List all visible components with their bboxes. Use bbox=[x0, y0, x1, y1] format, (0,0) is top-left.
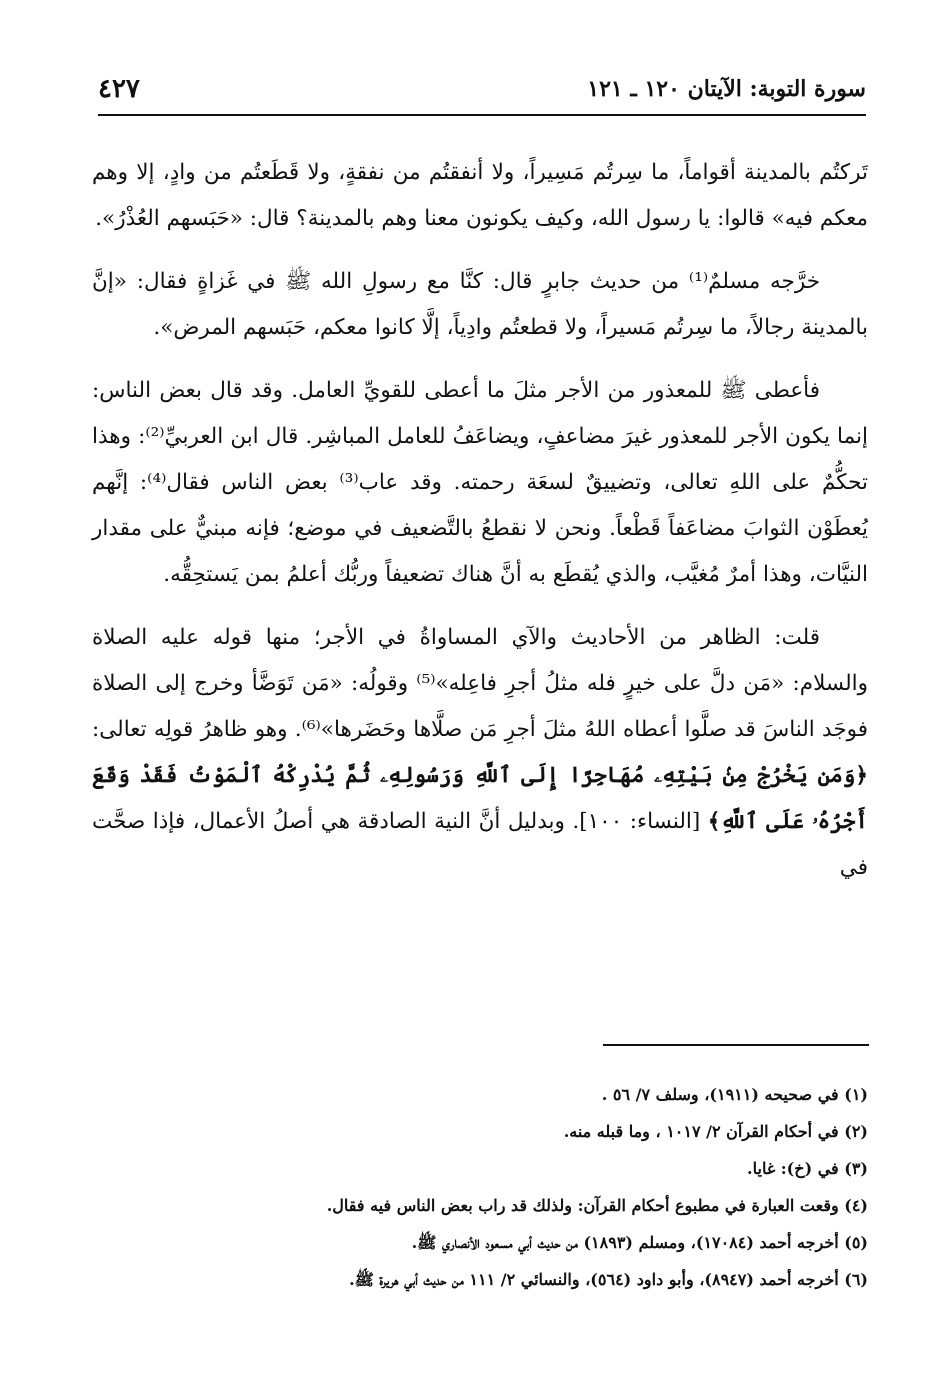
paragraph-1: تَركتُم بالمدينة أقواماً، ما سِرتُم مَسِيراً، ولا أنفقتُم من نفقةٍ، ولا قَطَعتُم من وادٍ، إلا وهم معكم فيه» قالوا: يا رسول الله، وكيف يكونون معنا وهم بالمدينة؟ قال: «حَبَسهم العُذْرُ». bbox=[92, 160, 868, 231]
page-number: ٤٢٧ bbox=[98, 74, 140, 104]
paragraph-4-continuation: [النساء: ١٠٠]. وبدليل أنَّ النية الصادقة هي أصلُ الأعمال، فإذا صحَّت في bbox=[92, 809, 868, 880]
footnote-3: (٣) في (خ): غايا. bbox=[747, 1159, 868, 1178]
footnote-1: (١) في صحيحه (١٩١١)، وسلف ٧/ ٥٦ . bbox=[601, 1085, 868, 1104]
quran-verse: ﴿وَمَن يَخْرُجْ مِنۢ بَيْتِهِۦ مُهَاجِرًا إِلَى ٱللَّهِ وَرَسُولِهِۦ ثُمَّ يُدْرِكْهُ ٱلْمَوْتُ فَقَدْ وَقَعَ أَجْرُهُۥ عَلَى ٱللَّهِ﴾ bbox=[92, 763, 869, 834]
page-header bbox=[98, 76, 866, 116]
footnotes bbox=[92, 1076, 868, 1298]
paragraph-2: خرَّجه مسلمٌ⁽¹⁾ من حديث جابرٍ قال: كنَّا مع رسولِ الله ﷺ في غَزاةٍ فقال: «إنَّ بالمدينة رجالاً، ما سِرتُم مَسيراً، ولا قطعتُم وادِياً، إلَّا كانوا معكم، حَبَسهم المرض». bbox=[92, 269, 868, 340]
footnote-2: (٢) في أحكام القرآن ٢/ ١٠١٧ ، وما قبله منه. bbox=[563, 1122, 868, 1141]
paragraph-4 bbox=[92, 615, 868, 891]
footnote-4: (٤) وقعت العبارة في مطبوع أحكام القرآن: ولذلك قد راب بعض الناس فيه فقال. bbox=[326, 1196, 868, 1215]
paragraph-4-text: قلت: الظاهر من الأحاديث والآي المساواةُ في الأجر؛ منها قوله عليه الصلاة والسلام: «مَن دلَّ على خيرٍ فله مثلُ أجرِ فاعِله»⁽⁵⁾ وقولُه: «مَن تَوَضَّأ وخرج إلى الصلاة فوجَد الناسَ قد صلَّوا أعطاه اللهُ مثلَ أجرِ مَن صلَّاها وحَضَرها»⁽⁶⁾. وهو ظاهرُ قولِه تعالى: bbox=[92, 625, 868, 742]
footnote-5: (٥) أخرجه أحمد (١٧٠٨٤)، ومسلم (١٨٩٣) من حديث أبي مسعود الأنصاري ﷺ. bbox=[411, 1233, 868, 1252]
main-text bbox=[92, 150, 868, 908]
running-title: سورة التوبة: الآيتان ١٢٠ ـ ١٢١ bbox=[587, 76, 866, 102]
paragraph-3: فأعطى ﷺ للمعذور من الأجر مثلَ ما أعطى للقويِّ العامل. وقد قال بعض الناس: إنما يكون الأجر للمعذور غيرَ مضاعفٍ، ويضاعَفُ للعامل المباشِر. قال ابن العربيِّ⁽²⁾: وهذا تحكُّمٌ على اللهِ تعالى، وتضييقٌ لسعَة رحمته. وقد عاب⁽³⁾ بعض الناس فقال⁽⁴⁾: إنَّهم يُعطَوْن الثوابَ مضاعَفاً قَطْعاً. ونحن لا نقطعُ بالتَّضعيف في موضع؛ فإنه مبنيٌّ على مقدار النيَّات، وهذا أمرٌ مُغيَّب، والذي يُقطَع به أنَّ هناك تضعيفاً وربُّك أعلمُ بمن يَستحِقُّه. bbox=[92, 378, 868, 587]
footnote-separator bbox=[603, 1044, 869, 1046]
footnote-6: (٦) أخرجه أحمد (٨٩٤٧)، وأبو داود (٥٦٤)، والنسائي ٢/ ١١١ من حديث أبي هريرة ﷺ. bbox=[349, 1270, 868, 1289]
